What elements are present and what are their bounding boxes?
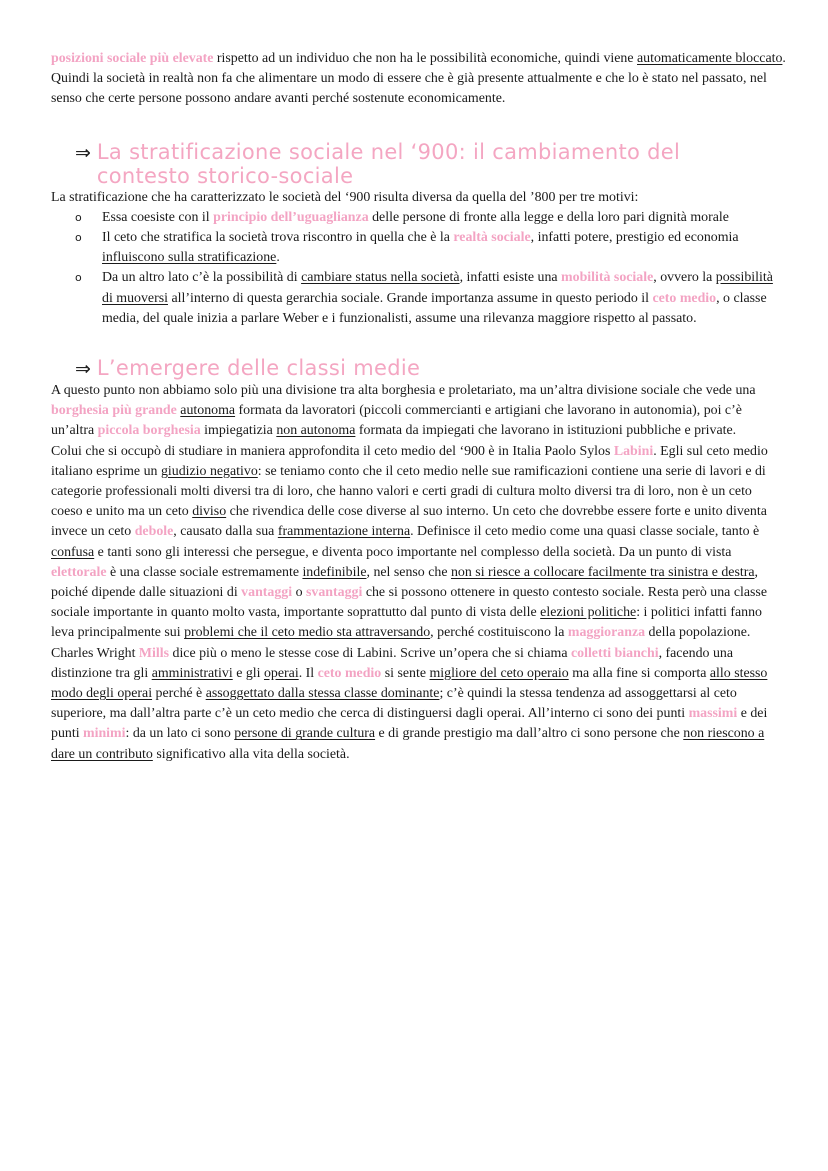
motivi-list (51, 208, 786, 329)
text-run: impiegatizia (200, 423, 277, 439)
underlined-phrase: operai (263, 665, 299, 681)
underlined-phrase: automaticamente bloccato (637, 51, 783, 66)
text-run: si sente (381, 665, 430, 681)
text-run: ; c’è quindi la stessa tendenza ad assoggettarsi al ceto superiore, ma dall’altra parte c’è un ceto medio che cerca di distinguersi dagli operai. All’interno ci sono dei punti (51, 686, 737, 722)
highlighted-term: borghesia più grande (51, 403, 177, 419)
text-run: perché è (152, 686, 206, 702)
list-item (75, 228, 786, 268)
text-run: La stratificazione che ha caratterizzato le società del ‘900 risulta diversa da quella del ’800 per tre motivi: (51, 189, 639, 205)
text-run: rispetto ad un individuo che non ha le possibilità economiche, quindi viene (213, 51, 638, 66)
text-run: , infatti esiste una (459, 270, 562, 286)
text-run: , causato dalla sua (173, 524, 278, 540)
highlighted-term: massimi (688, 706, 738, 722)
text-run: e di grande prestigio ma dall’altro ci sono persone che (375, 726, 684, 742)
body-paragraph (51, 644, 786, 765)
text-run: , infatti potere, prestigio ed economia (530, 230, 739, 246)
bullet-icon: o (75, 271, 82, 285)
intro-paragraph (51, 49, 786, 110)
text-run: . Egli sul ceto medio italiano esprime un (51, 443, 768, 479)
section-title: La stratificazione sociale nel ‘900: il cambiamento del contesto storico-sociale (96, 139, 681, 188)
highlighted-term: mobilità sociale (561, 270, 654, 286)
text-run: e gli (232, 665, 264, 681)
text-run: : i politici infatti fanno leva principalmente sui (51, 605, 762, 641)
list-item-text (102, 270, 773, 325)
text-run: , o classe media, del quale inizia a parlare Weber e i funzionalisti, assume una rilevanza maggiore rispetto al passato. (102, 290, 767, 326)
text-run: che rivendica delle cose diverse al suo interno. Un ceto che dovrebbe essere forte e unito diventa invece un ceto (51, 504, 767, 540)
text-run: . Il (298, 665, 318, 681)
body-paragraph (51, 381, 786, 442)
section-heading-stratificazione (75, 140, 775, 188)
underlined-phrase: diviso (192, 504, 227, 520)
text-run: . (276, 250, 280, 266)
text-run: Da un altro lato c’è la possibilità di (102, 270, 302, 286)
highlighted-term: svantaggi (306, 585, 363, 601)
text-run: , facendo una distinzione tra gli (51, 645, 733, 681)
list-item-text (102, 230, 739, 265)
text-run: all’interno di questa gerarchia sociale. Grande importanza assume in questo periodo il (167, 290, 653, 306)
underlined-phrase: persone di grande cultura (234, 726, 376, 742)
underlined-phrase: amministrativi (151, 665, 233, 681)
list-item-text (102, 210, 729, 225)
text-run: , ovvero la (653, 270, 716, 286)
text-run: formata da lavoratori (piccoli commercianti e artigiani che lavorano in autonomia), poi c’è un’altra (51, 403, 742, 439)
bullet-icon: o (75, 210, 82, 224)
text-run: delle persone di fronte alla legge e della loro pari dignità morale (368, 209, 729, 225)
underlined-phrase: problemi che il ceto medio sta attraversando (184, 625, 431, 641)
highlighted-term: Mills (138, 645, 170, 661)
text-run: . Definisce il ceto medio come una quasi classe sociale, tanto è (410, 524, 760, 540)
text-run: Il ceto che stratifica la società trova riscontro in quella che è la (102, 230, 454, 246)
underlined-phrase: allo stesso modo degli operai (51, 665, 768, 702)
underlined-phrase: confusa (51, 544, 95, 560)
text-run: : da un lato ci sono (125, 726, 235, 742)
underlined-phrase: non riescono a dare un contributo (51, 726, 765, 762)
underlined-phrase: assoggettato dalla stessa classe dominante (205, 686, 440, 702)
text-run: , perché costituiscono la (430, 625, 568, 641)
highlighted-term: principio dell’uguaglianza (213, 209, 369, 225)
underlined-phrase: cambiare status nella società (301, 270, 460, 286)
highlighted-term: ceto medio (317, 665, 382, 681)
underlined-phrase: frammentazione interna (277, 524, 411, 540)
highlighted-term: minimi (83, 726, 126, 742)
text-run: , poiché dipende dalle situazioni di (51, 564, 758, 601)
arrow-icon: ⇒ (75, 141, 91, 164)
highlighted-term: Labini (613, 443, 654, 459)
underlined-phrase: autonoma (180, 403, 236, 419)
body-paragraph (51, 442, 786, 644)
highlighted-term: realtà sociale (453, 230, 531, 246)
text-run: : se teniamo conto che il ceto medio nelle sue ramificazioni contiene una serie di lavori e di categorie professionali molti diversi tra di loro, che hanno valori e certi gradi di cultura molto diversi tra di loro, non è un ceto coeso e unito ma un ceto (51, 463, 766, 520)
highlighted-term: piccola borghesia (97, 423, 201, 439)
underlined-phrase: migliore del ceto operaio (429, 665, 569, 681)
highlighted-term: ceto medio (652, 290, 717, 306)
highlighted-term: maggioranza (567, 625, 646, 641)
text-run: . Quindi la società in realtà non fa che alimentare un modo di essere che è già presente attualmente e che lo è stato nel passato, nel senso che certe persone possono andare avanti perché sostenute economicamente. (51, 51, 786, 107)
underlined-phrase: non autonoma (276, 423, 356, 439)
text-run: significativo alla vita della società. (152, 746, 350, 762)
text-run: Charles Wright (51, 645, 139, 661)
underlined-phrase: giudizio negativo (160, 463, 258, 479)
highlighted-term: colletti bianchi (570, 645, 659, 661)
arrow-icon: ⇒ (75, 358, 91, 381)
highlighted-term: vantaggi (241, 585, 293, 601)
text-run: formata da impiegati che lavorano in istituzioni pubbliche e private. (355, 423, 737, 439)
list-item (75, 268, 786, 329)
underlined-phrase: influiscono sulla stratificazione (102, 250, 277, 266)
highlighted-term: posizioni sociale più elevate (51, 51, 214, 66)
text-run: dice più o meno le stesse cose di Labini. Scrive un’opera che si chiama (169, 645, 571, 661)
highlighted-term: debole (134, 524, 174, 540)
text-run: ma alla fine si comporta (568, 665, 710, 681)
text-run: , nel senso che (366, 564, 451, 580)
text-run: e tanti sono gli interessi che persegue, e diventa poco importante nel complesso della società. Da un punto di vista (94, 544, 732, 560)
bullet-icon: o (75, 231, 82, 245)
text-run: è una classe sociale estremamente (106, 564, 303, 580)
underlined-phrase: possibilità di muoversi (102, 270, 773, 306)
text-run: e dei punti (51, 706, 768, 742)
section-heading-classi-medie (75, 356, 786, 381)
text-run: Essa coesiste con il (102, 209, 214, 225)
underlined-phrase: elezioni politiche (540, 605, 637, 621)
text-run: o (292, 585, 306, 601)
text-run: Colui che si occupò di studiare in maniera approfondita il ceto medio del ‘900 è in Italia Paolo Sylos (51, 443, 614, 459)
underlined-phrase: indefinibile (302, 564, 367, 580)
highlighted-term: elettorale (51, 564, 107, 580)
list-item (75, 208, 786, 228)
text-run: A questo punto non abbiamo solo più una divisione tra alta borghesia e proletariato, ma un’altra divisione sociale che vede una (51, 383, 756, 399)
section-lead-paragraph (51, 188, 786, 208)
text-run: che si possono ottenere in questo contesto sociale. Resta però una classe sociale importante in quanto molto vasta, importante soprattutto dal punto di vista delle (51, 585, 767, 621)
underlined-phrase: non si riesce a collocare facilmente tra sinistra e destra (450, 564, 755, 580)
text-run: della popolazione. (645, 625, 751, 641)
section-title: L’emergere delle classi medie (96, 356, 421, 381)
